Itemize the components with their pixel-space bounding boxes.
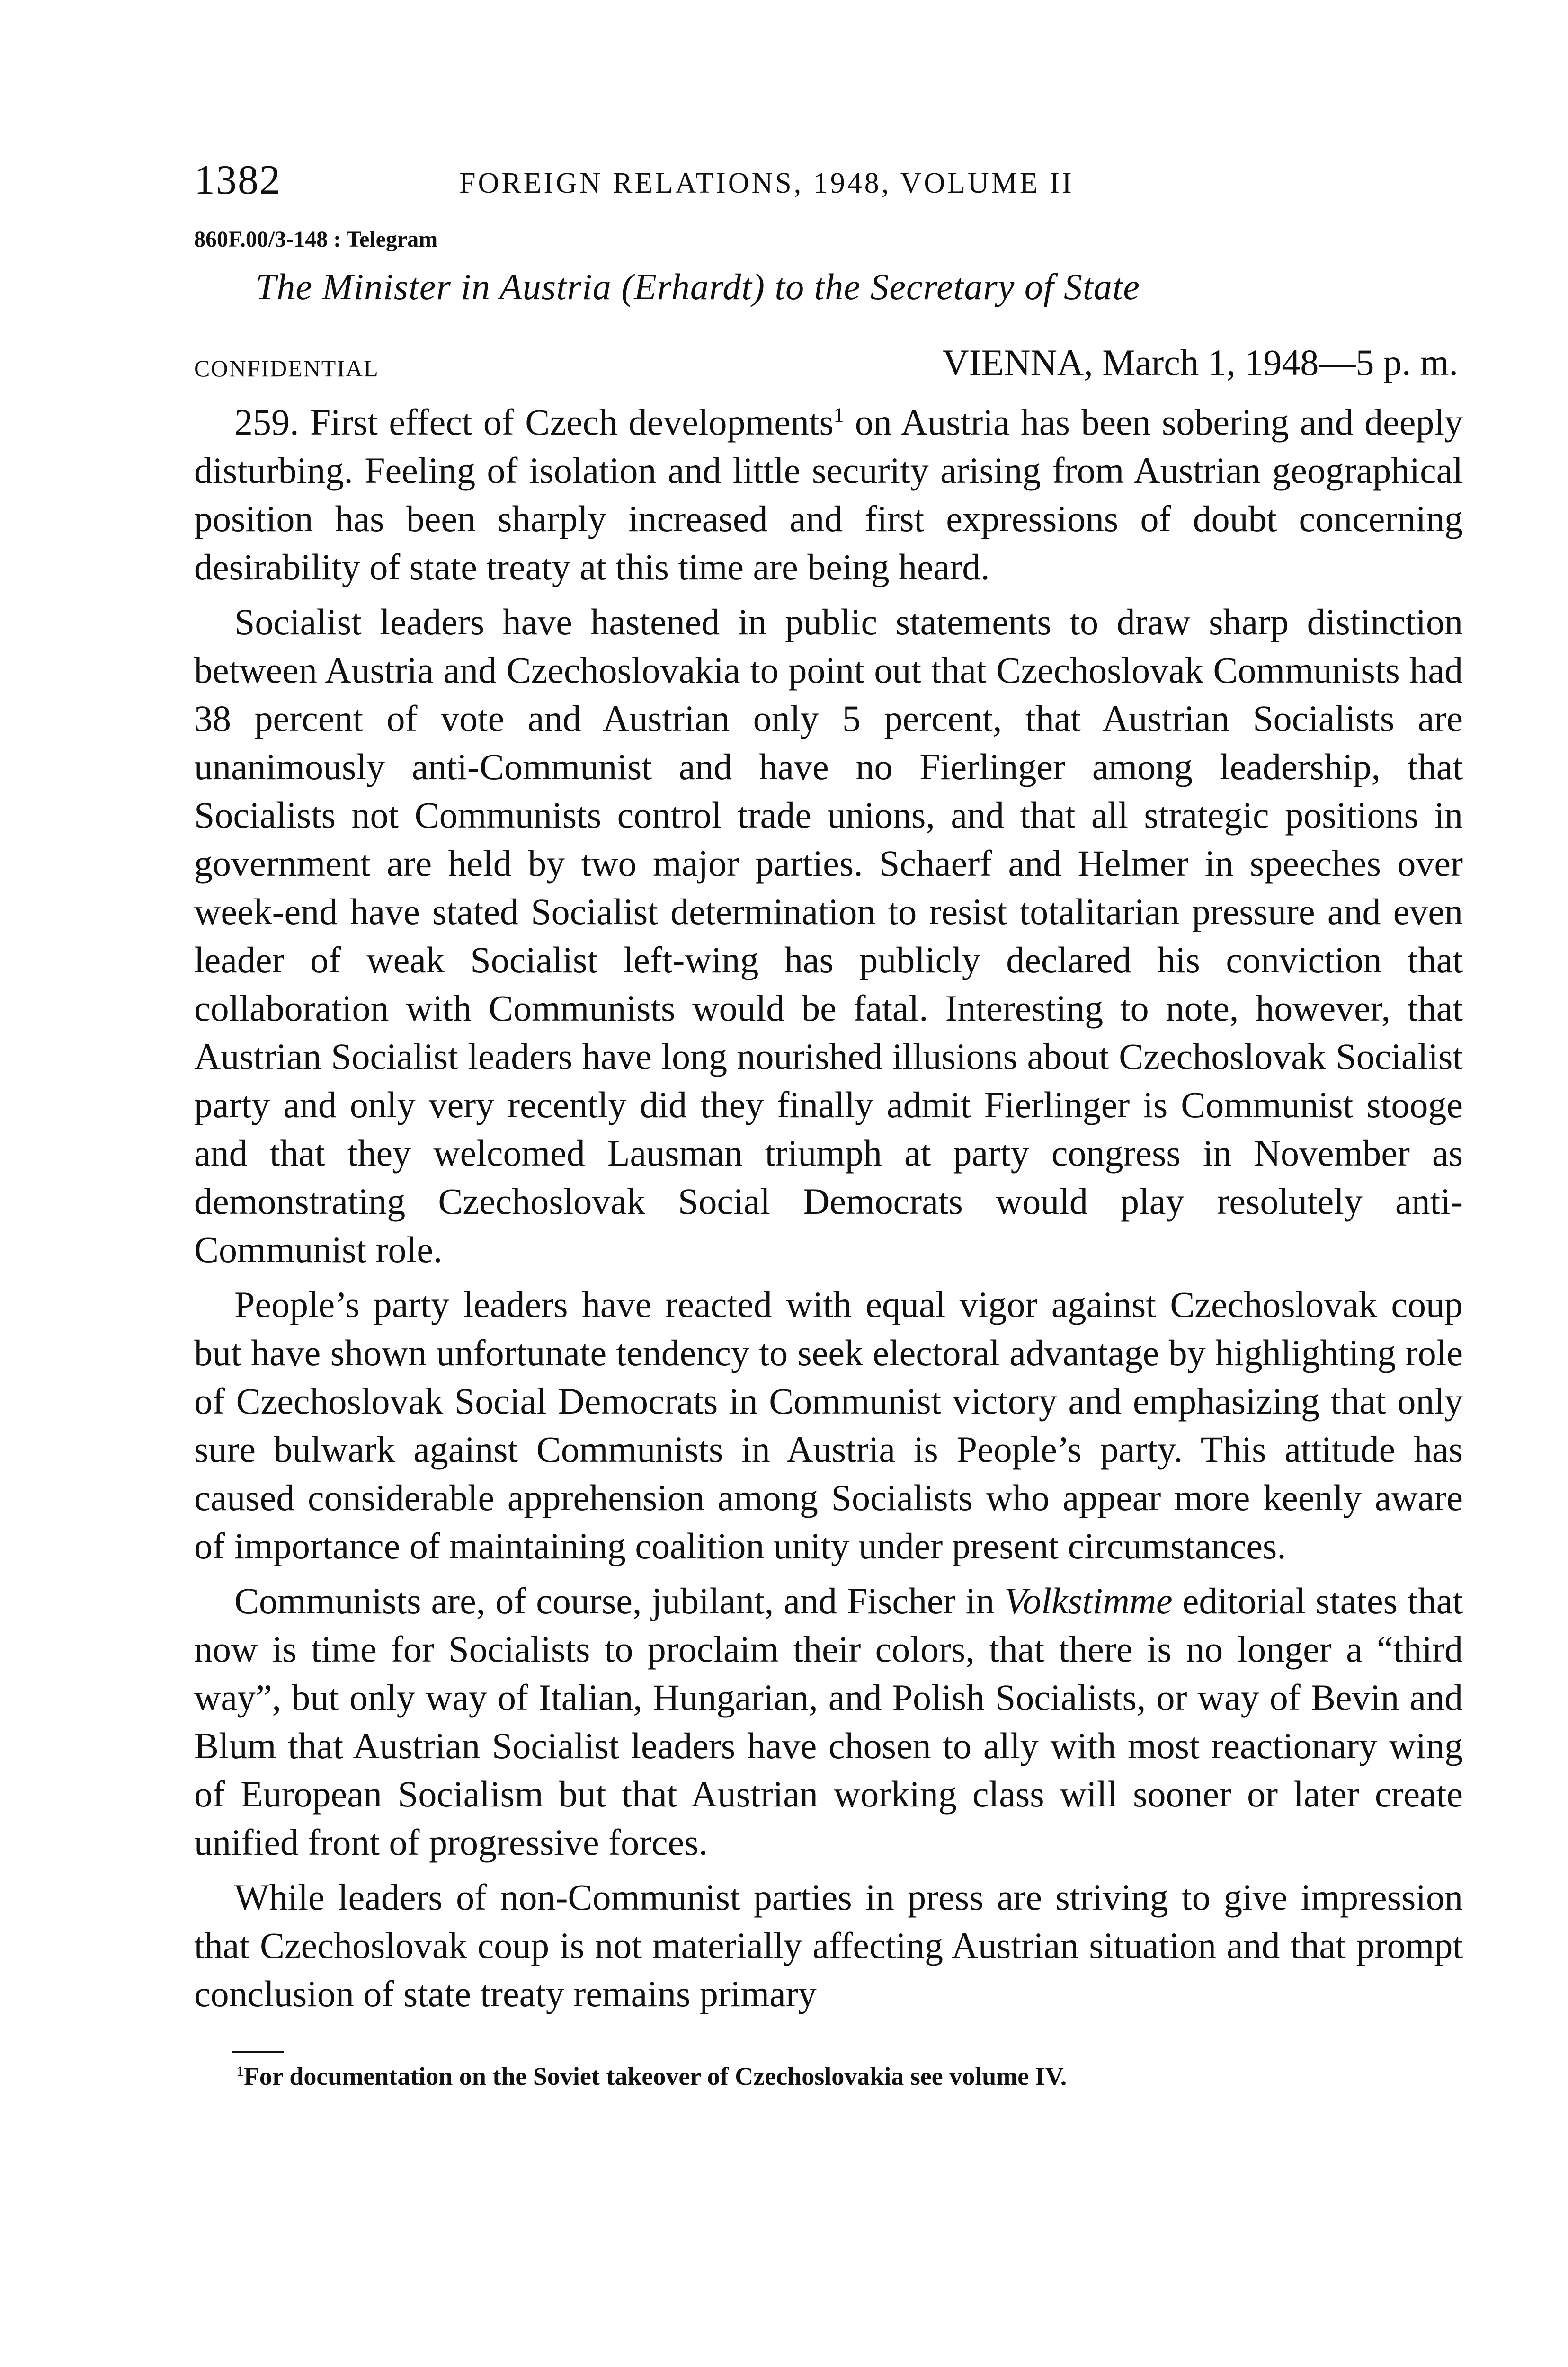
paragraph-1 (194, 398, 1463, 591)
running-head: FOREIGN RELATIONS, 1948, VOLUME II (459, 167, 1074, 199)
telegram-body (194, 398, 1463, 2018)
footnote-divider (232, 2051, 284, 2053)
paragraph-3: People’s party leaders have reacted with equal vigor against Czechoslovak coup but have shown unfortunate tendency to seek electoral advantage by highlighting role of Czechoslovak Social Democrats in Communist victory and emphasizing that only sure bulwark against Communists in Austria is People’s party. This attitude has caused considerable apprehension among Socialists who appear more keenly aware of importance of maintaining coalition unity under present circumstances. (194, 1284, 1463, 1566)
paragraph-2: Socialist leaders have hastened in public statements to draw sharp distinction between Austria and Czechoslovakia to point out that Czechoslovak Communists had 38 percent of vote and Austrian only 5 percent, that Austrian Socialists are unanimously anti-Communist and have no Fierlinger among leadership, that Socialists not Communists control trade unions, and that all strategic positions in government are held by two major parties. Schaerf and Helmer in speeches over week-end have stated Socialist determination to resist totalitarian pressure and even leader of weak Socialist left-wing has publicly declared his conviction that collaboration with Communists would be fatal. Interesting to note, however, that Austrian Socialist leaders have long nourished illusions about Czechoslovak Socialist party and only very recently did they finally admit Fierlinger is Communist stooge and that they welcomed Lausman triumph at party congress in November as demonstrating Czechoslovak Social Democrats would play resolutely anti-Communist role. (194, 601, 1463, 1270)
footnote-reference: 1 (833, 404, 844, 427)
file-reference: 860F.00/3-148 : Telegram (194, 227, 438, 252)
paragraph-4 (194, 1577, 1463, 1867)
newspaper-name: Volkstimme (1004, 1580, 1173, 1621)
paragraph-1-text-b: on Austria has been sobering and deeply disturbing. Feeling of isolation and little security arising from Austrian geographical position has been sharply increased and first expressions of doubt concerning desirability of state treaty at this time are being heard. (194, 401, 1463, 587)
footnote-text: For documentation on the Soviet takeover of Czechoslovakia see volume IV. (243, 2062, 1067, 2091)
dateline-row (194, 341, 1463, 384)
paragraph-4-text-b: editorial states that now is time for Socialists to proclaim their colors, that there is no longer a “third way”, but only way of Italian, Hungarian, and Polish Socialists, or way of Bevin and Blum that Austrian Socialist leaders have chosen to ally with most reactionary wing of European Socialism but that Austrian working class will sooner or later create unified front of progressive forces. (194, 1580, 1463, 1863)
paragraph-1-text-a: 259. First effect of Czech developments (234, 401, 834, 443)
paragraph-5: While leaders of non-Communist parties in press are striving to give impression that Czechoslovak coup is not materially affecting Austrian situation and that prompt conclusion of state treaty remains primary (194, 1877, 1463, 2014)
page-number: 1382 (194, 157, 281, 203)
footnote (237, 2062, 1463, 2091)
document-page (194, 156, 1463, 2091)
document-title: The Minister in Austria (Erhardt) to the Secretary of State (256, 266, 1140, 307)
footnote-mark: 1 (237, 2064, 244, 2079)
paragraph-4-text-a: Communists are, of course, jubilant, and Fischer in (234, 1580, 1005, 1621)
classification-label: CONFIDENTIAL (194, 355, 379, 382)
dateline: VIENNA, March 1, 1948—5 p. m. (942, 342, 1458, 383)
page-header (194, 156, 1463, 208)
